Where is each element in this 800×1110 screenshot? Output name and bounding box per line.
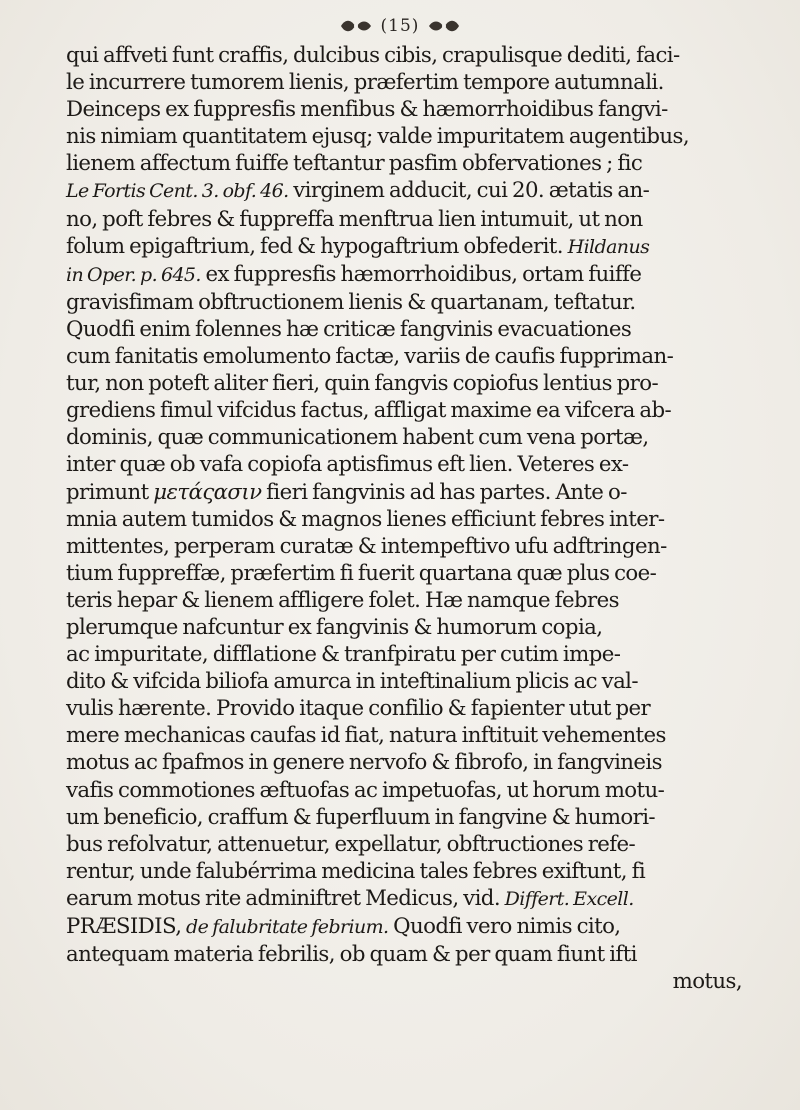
text-line — [66, 370, 778, 397]
text-line — [66, 533, 778, 560]
text-line — [66, 397, 778, 424]
line-text: Quodfi vero nimis cito, — [388, 914, 621, 939]
line-text: cum fanitatis emolumento factæ, variis de caufis fuppriman- — [66, 344, 674, 370]
text-line — [66, 177, 778, 205]
line-text: ac impuritate, difflatione & tranfpiratu per cutim impe- — [66, 642, 621, 668]
line-text: le incurrere tumorem lienis, præfertim tempore autumnali. — [66, 70, 664, 96]
line-text: Quodfi enim folennes hæ criticæ fangvinis evacuationes — [66, 316, 632, 342]
line-text: primunt — [66, 479, 154, 505]
text-line — [66, 123, 778, 150]
line-text: lienem affectum fuiffe teftantur pasfim obfervationes ; fic — [66, 151, 643, 177]
text-line — [66, 587, 778, 614]
line-text: grediens fimul vifcidus factus, affligat maxime ea vifcera ab- — [66, 398, 672, 424]
text-line — [66, 261, 778, 289]
line-text: tur, non poteft aliter fieri, quin fangvis copiofus lentius pro- — [66, 371, 659, 397]
text-line — [66, 424, 778, 451]
line-text: fieri fangvinis ad has partes. Ante o- — [261, 479, 627, 505]
text-line — [66, 506, 778, 533]
line-text: inter quæ ob vafa copiofa aptisfimus eft lien. Veteres ex- — [66, 452, 629, 478]
text-line — [66, 641, 778, 668]
text-line — [66, 289, 778, 316]
greek-word: μετάςασιν — [153, 479, 262, 505]
left-ornament-icon — [339, 17, 373, 35]
line-text: no, poft febres & fuppreffa menftrua lien intumuit, ut non — [66, 206, 643, 232]
text-line — [66, 343, 778, 370]
line-text: gravisfimam obftructionem lienis & quartanam, teftatur. — [66, 289, 636, 315]
text-line — [66, 913, 778, 941]
text-line — [66, 233, 778, 261]
line-text: earum motus rite adminiftret Medicus, vid. — [66, 885, 505, 911]
text-line — [66, 614, 778, 641]
body-text — [66, 42, 778, 995]
line-text: motus ac fpafmos in genere nervofo & fibrofo, in fangvineis — [66, 750, 662, 776]
line-text: qui affveti funt craffis, dulcibus cibis, crapulisque dediti, faci- — [66, 43, 680, 68]
text-line — [66, 858, 778, 885]
text-line — [66, 316, 778, 343]
right-ornament-icon — [427, 17, 461, 35]
text-line — [66, 968, 778, 995]
text-line — [66, 941, 778, 968]
line-text: dominis, quæ communicationem habent cum vena portæ, — [66, 425, 649, 451]
text-line — [66, 722, 778, 749]
page-header — [0, 12, 800, 40]
line-text: plerumque nafcuntur ex fangvinis & humorum copia, — [66, 614, 603, 640]
line-text: PRÆSIDIS, — [66, 914, 187, 939]
text-line — [66, 206, 778, 233]
text-line — [66, 831, 778, 858]
text-line — [66, 695, 778, 722]
line-text: Deinceps ex fuppresfis menfibus & hæmorrhoidibus fangvi- — [66, 97, 668, 123]
text-line — [66, 885, 778, 913]
line-text: vulis hærente. Provido itaque confilio & fapienter utut per — [66, 696, 651, 722]
line-text: um beneficio, craffum & fuperfluum in fangvine & humori- — [66, 804, 656, 830]
line-text: dito & vifcida biliofa amurca in inteftinalium plicis ac val- — [66, 669, 638, 695]
line-text: motus, — [672, 969, 742, 995]
text-line — [66, 479, 778, 506]
line-text: ex fuppresfis hæmorrhoidibus, ortam fuiffe — [200, 261, 642, 287]
line-text: antequam materia febrilis, ob quam & per quam fiunt ifti — [66, 942, 637, 968]
citation-text: Le Fortis Cent. 3. obf. 46. — [66, 180, 289, 203]
line-text: teris hepar & lienem affligere folet. Hæ namque febres — [66, 587, 619, 613]
citation-text: Differt. Excell. — [504, 887, 634, 910]
citation-text: Hildanus — [567, 235, 650, 258]
citation-text: in Oper. p. 645. — [66, 263, 201, 286]
text-line — [66, 69, 778, 96]
text-line — [66, 451, 778, 478]
page-number: (15) — [380, 16, 420, 36]
line-text: vafis commotiones æftuofas ac impetuofas, ut horum motu- — [66, 777, 665, 803]
text-line — [66, 150, 778, 177]
line-text: virginem adducit, cui 20. ætatis an- — [288, 178, 650, 204]
line-text: nis nimiam quantitatem ejusq; valde impuritatem augentibus, — [66, 124, 690, 150]
line-text: tium fuppreffæ, præfertim fi fuerit quartana quæ plus coe- — [66, 560, 657, 586]
line-text: bus refolvatur, attenuetur, expellatur, obftructiones refe- — [66, 831, 636, 857]
citation-text: de falubritate febrium. — [186, 916, 389, 938]
line-text: folum epigaftrium, fed & hypogaftrium obfederit. — [66, 233, 568, 259]
text-line — [66, 777, 778, 804]
line-text: mnia autem tumidos & magnos lienes efficiunt febres inter- — [66, 506, 665, 532]
line-text: mere mechanicas caufas id fiat, natura inftituit vehementes — [66, 723, 666, 749]
text-line — [66, 96, 778, 123]
text-line — [66, 668, 778, 695]
text-line — [66, 749, 778, 776]
line-text: rentur, unde falubérrima medicina tales febres exiftunt, fi — [66, 858, 646, 884]
line-text: mittentes, perperam curatæ & intempeftivo ufu adftringen- — [66, 533, 667, 559]
text-line — [66, 560, 778, 587]
text-line — [66, 804, 778, 831]
text-line — [66, 42, 778, 69]
